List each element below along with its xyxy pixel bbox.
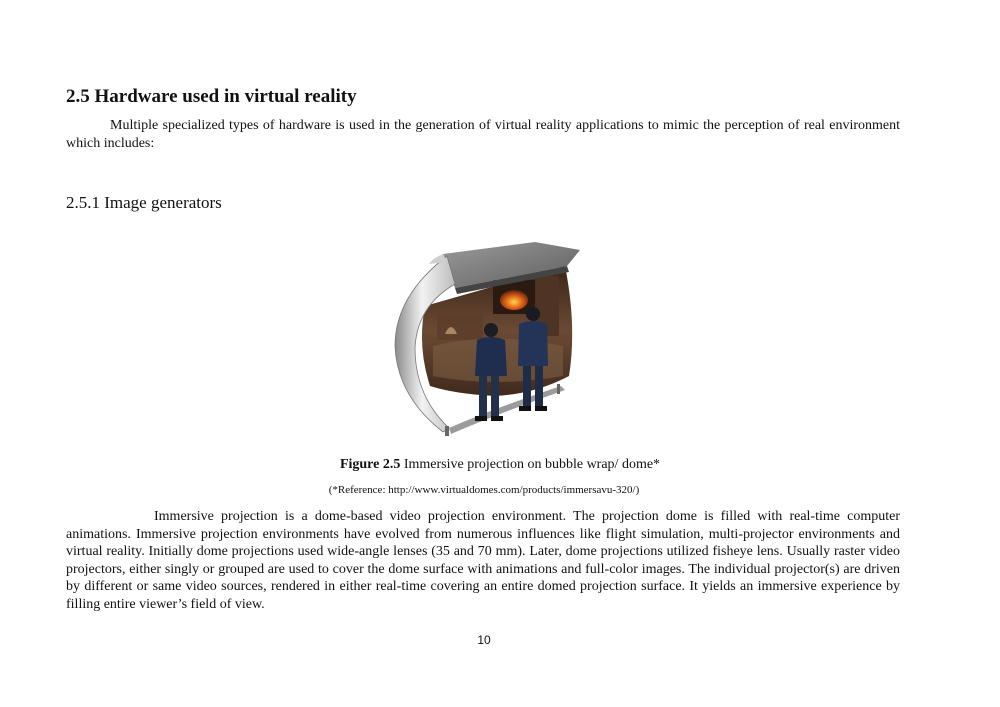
- intro-paragraph: Multiple specialized types of hardware is used in the generation of virtual reality applications to mimic the perception of real environment which includes:: [66, 118, 900, 151]
- page-number: 10: [477, 633, 491, 647]
- figure-reference: (*Reference: http://www.virtualdomes.com/products/immersavu-320/): [328, 484, 640, 496]
- dome-illustration: [385, 236, 585, 438]
- dome-projection-figure: [385, 236, 585, 438]
- section-heading: 2.5 Hardware used in virtual reality: [66, 86, 357, 107]
- body-paragraph: Immersive projection is a dome-based video projection environment. The projection dome is filled with real-time computer animations. Immersive projection environments have evolved from numerous influences like flight simulation, multi-projector environments and virtual reality. Initially dome projections used wide-angle lenses (35 and 70 mm). Later, dome projections utilized fisheye lens. Usually raster video projectors, either singly or grouped are used to cover the dome surface with animations and full-color images. The individual projector(s) are driven by different or same video sources, rendered in either real-time covering an entire domed projection surface. It yields an immersive experience by filling entire viewer’s field of view.: [66, 509, 900, 612]
- subsection-heading: 2.5.1 Image generators: [66, 193, 222, 212]
- figure-caption-text: Immersive projection on bubble wrap/ dome*: [400, 457, 661, 472]
- fire: [500, 290, 528, 310]
- figure-caption: [0, 456, 1000, 474]
- figure-label: Figure 2.5: [339, 457, 401, 472]
